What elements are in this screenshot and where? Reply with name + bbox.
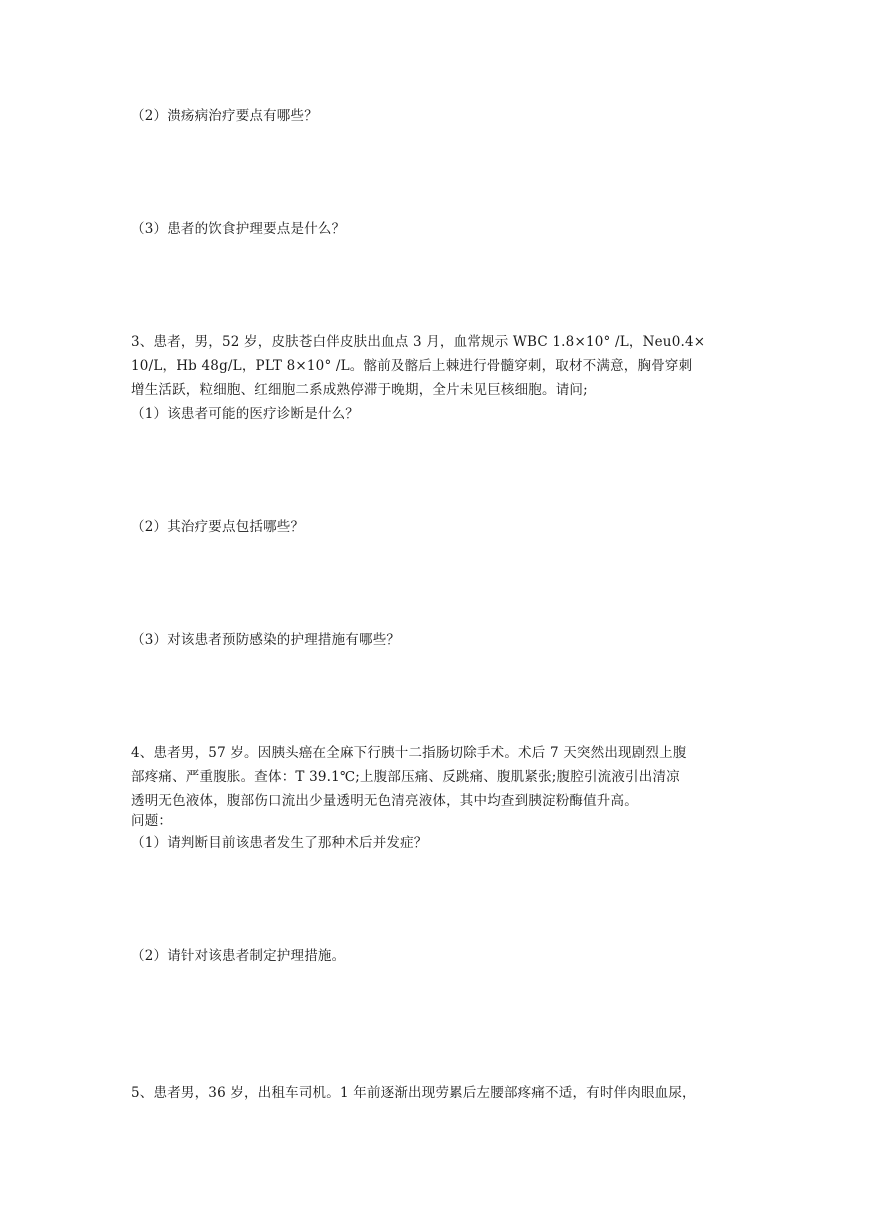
question-3-3: （3）对该患者预防感染的护理措施有哪些？ (131, 632, 401, 648)
case-3-text-line-1: 3、患者，男，52 岁，皮肤苍白伴皮肤出血点 3 月，血常规示 WBC 1.8×10° /L，Neu0.4× (131, 334, 706, 350)
case-5-text-line-1: 5、患者男，36 岁，出租车司机。1 年前逐渐出现劳累后左腰部疼痛不适，有时伴肉眼血尿， (131, 1085, 696, 1101)
question-2-3: （3）患者的饮食护理要点是什么？ (131, 221, 346, 237)
question-4-2: （2）请针对该患者制定护理措施。 (131, 948, 346, 964)
case-3-text-line-2: 10/L，Hb 48g/L，PLT 8×10° /L。髂前及髂后上棘进行骨髓穿刺，取材不满意，胸骨穿刺 (131, 358, 693, 374)
question-4-1: （1）请判断目前该患者发生了那种术后并发症？ (131, 835, 428, 851)
question-3-1: （1）该患者可能的医疗诊断是什么？ (131, 406, 359, 422)
case-4-text-line-3: 透明无色液体，腹部伤口流出少量透明无色清亮液体，其中均查到胰淀粉酶值升高。 (131, 793, 638, 809)
question-2-2: （2）溃疡病治疗要点有哪些？ (131, 108, 318, 124)
case-3-text-line-3: 增生活跃，粒细胞、红细胞二系成熟停滞于晚期，全片未见巨核细胞。请问; (131, 382, 588, 398)
case-4-question-heading: 问题： (131, 813, 173, 829)
case-4-text-line-2: 部疼痛、严重腹胀。查体：T 39.1℃;上腹部压痛、反跳痛、腹肌紧张;腹腔引流液引出清凉 (131, 769, 680, 785)
case-4-text-line-1: 4、患者男，57 岁。因胰头癌在全麻下行胰十二指肠切除手术。术后 7 天突然出现剧烈上腹 (131, 745, 687, 761)
question-3-2: （2）其治疗要点包括哪些？ (131, 519, 305, 535)
